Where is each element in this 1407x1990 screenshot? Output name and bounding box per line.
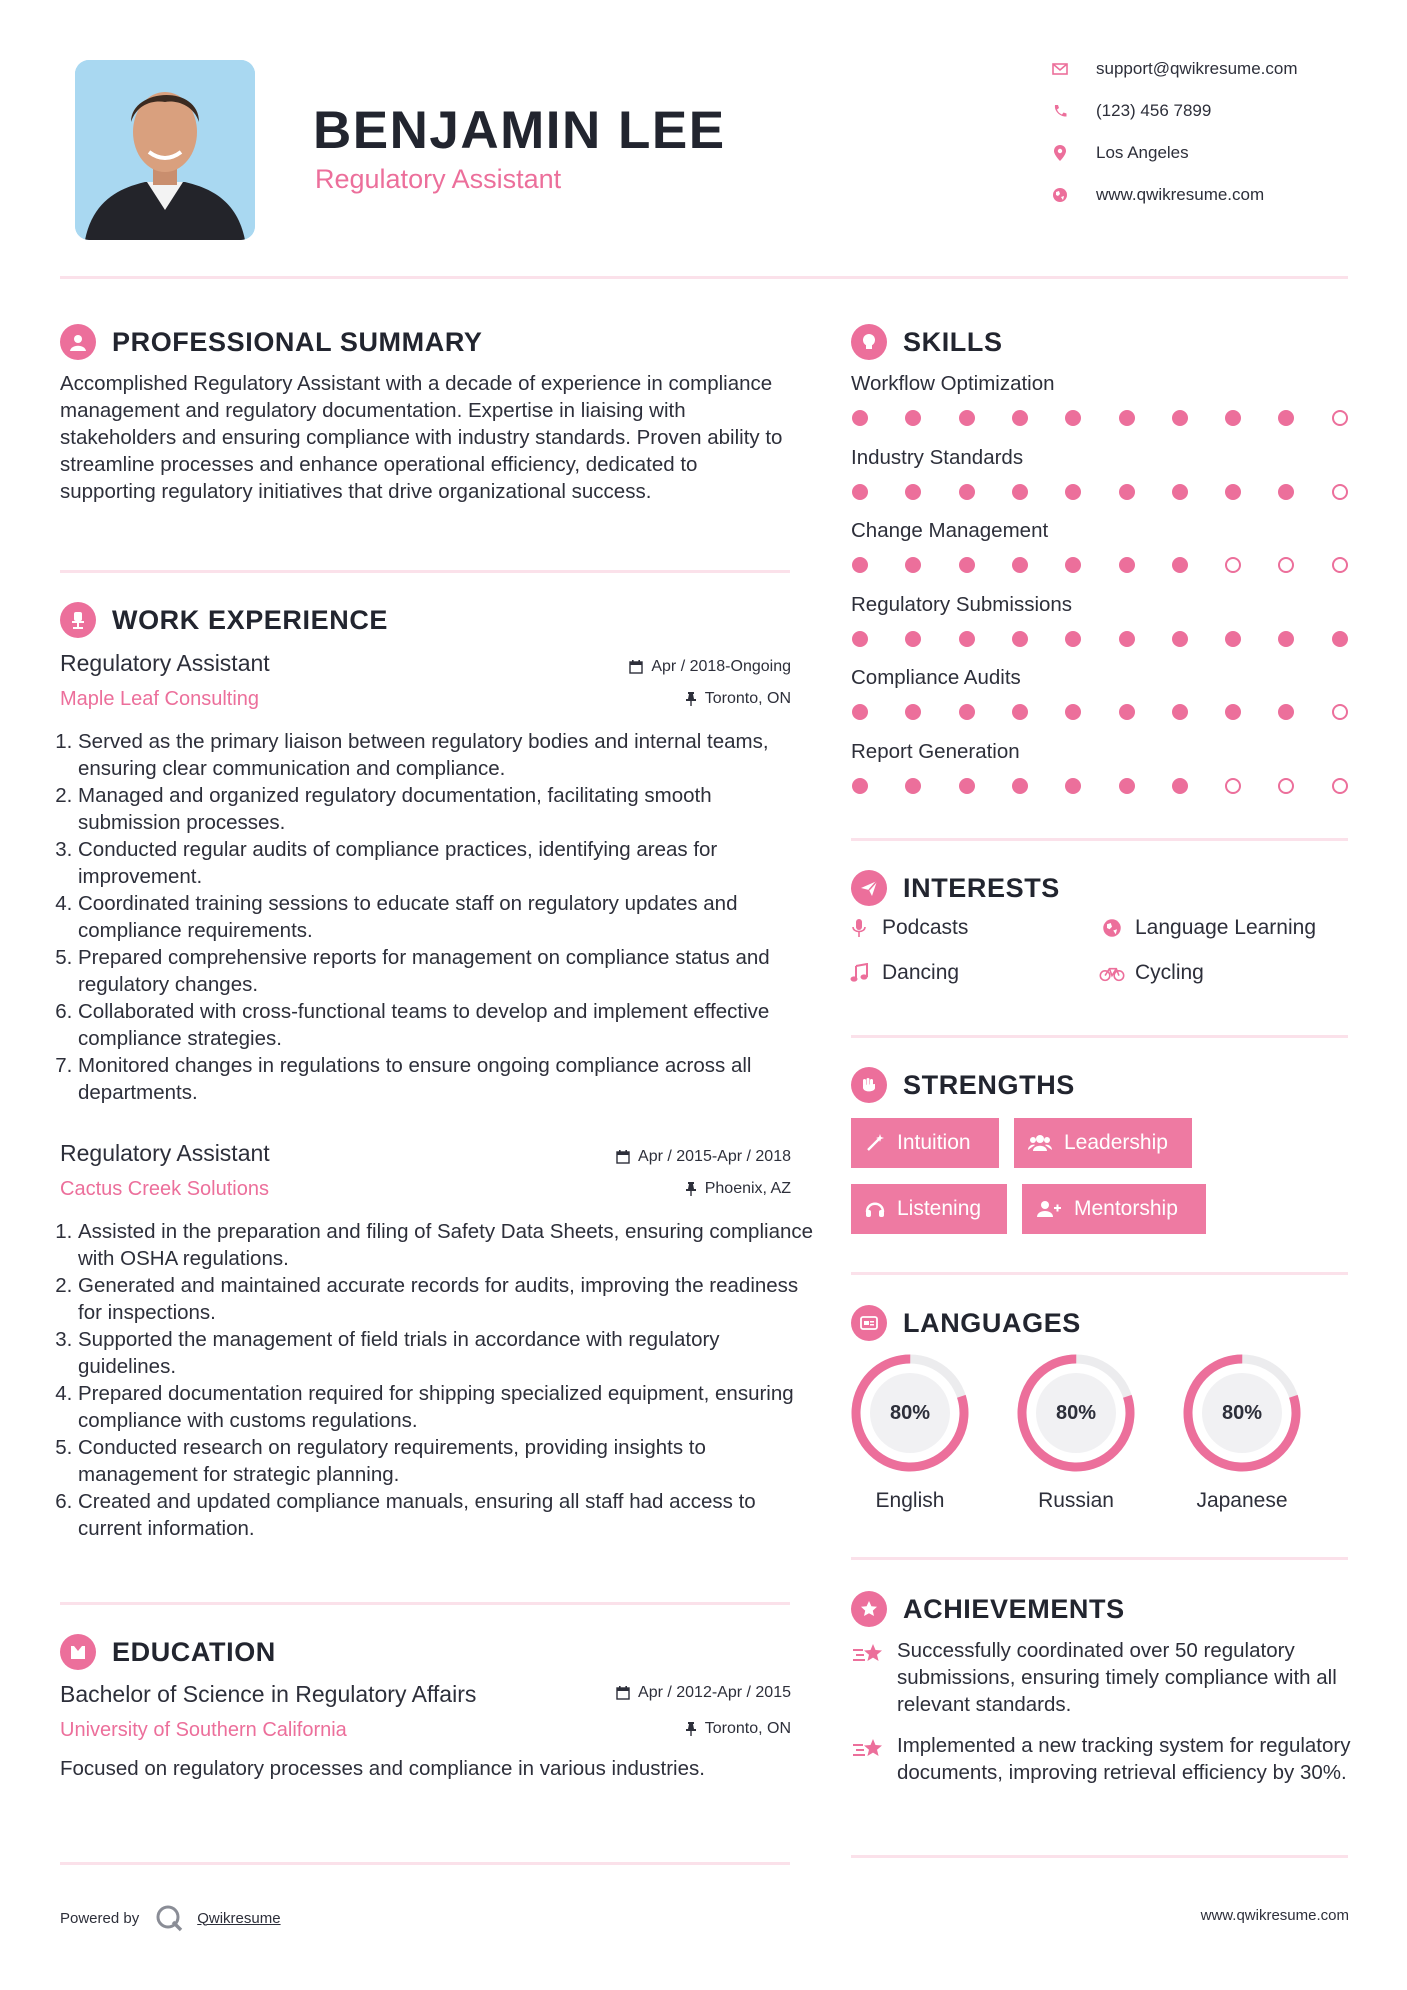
- skill-dot-filled: [1012, 778, 1028, 794]
- education-description: Focused on regulatory processes and compliance in various industries.: [60, 1757, 705, 1780]
- strength-label: Leadership: [1064, 1131, 1168, 1154]
- strengths-divider: [851, 1272, 1348, 1275]
- skill-dot-empty: [1332, 484, 1348, 500]
- skill-dot-filled: [1119, 631, 1135, 647]
- interest-dancing: [846, 961, 959, 985]
- skill-dot-filled: [905, 704, 921, 720]
- job-2-dates-text: Apr / 2015-Apr / 2018: [638, 1148, 791, 1165]
- job-2-dates: [616, 1148, 791, 1166]
- strength-chip-leadership: [1014, 1118, 1192, 1168]
- interest-language-learning: [1099, 916, 1316, 940]
- pushpin-icon: [685, 1182, 697, 1196]
- skill-name: Regulatory Submissions: [851, 592, 1073, 616]
- interests-heading: [851, 870, 1060, 906]
- skill-dot-empty: [1225, 557, 1241, 573]
- contact-email[interactable]: [1050, 56, 1298, 82]
- language-percent: 80%: [889, 1401, 931, 1424]
- job-1-dates-text: Apr / 2018-Ongoing: [651, 658, 791, 675]
- education-location-text: Toronto, ON: [704, 1720, 791, 1737]
- music-note-icon: [846, 963, 872, 983]
- job-2-duty: 4. Prepared documentation required for shipping specialized equipment, ensuring compliance with customs regulations.: [78, 1380, 816, 1434]
- job-1-location: [685, 690, 791, 708]
- skill-dot-filled: [1225, 484, 1241, 500]
- job-1-duty: 1. Served as the primary liaison between regulatory bodies and internal teams, ensuring clear communication and compliance.: [78, 728, 816, 782]
- shooting-star-icon: [851, 1732, 887, 1786]
- education-title: EDUCATION: [112, 1636, 276, 1667]
- skill-dot-filled: [1065, 704, 1081, 720]
- skill-dot-empty: [1332, 557, 1348, 573]
- job-1-duties: [60, 728, 816, 1106]
- candidate-name: BENJAMIN LEE: [313, 101, 726, 160]
- experience-divider: [60, 1602, 790, 1605]
- skill-dot-filled: [1119, 484, 1135, 500]
- skill-dot-filled: [1119, 410, 1135, 426]
- globe-icon: [1050, 187, 1070, 203]
- summary-text: Accomplished Regulatory Assistant with a decade of experience in compliance management and regulatory documentation. Expertise in liaising with stakeholders and ensuring compliance with industry standards. Proven ability to streamline processes and enhance operational efficiency, dedicated to supporting regulatory initiatives that drive organizational success.: [60, 372, 783, 503]
- interest-label: Dancing: [882, 961, 960, 984]
- language-name: Japanese: [1196, 1489, 1288, 1512]
- skill-name: Workflow Optimization: [851, 372, 1055, 395]
- interests-divider: [851, 1035, 1348, 1038]
- skill-dot-filled: [1225, 631, 1241, 647]
- education-dates: [616, 1684, 791, 1702]
- skill-dot-filled: [905, 410, 921, 426]
- language-ring: [848, 1351, 972, 1475]
- strength-chip-listening: [851, 1184, 1007, 1234]
- calendar-icon: [616, 1686, 630, 1700]
- job-2-duty: 6. Created and updated compliance manuals, ensuring all staff had access to current information.: [78, 1488, 816, 1542]
- skill-dot-filled: [852, 778, 868, 794]
- skill-dot-filled: [1278, 484, 1294, 500]
- language-percent: 80%: [1055, 1401, 1097, 1424]
- skill-dot-filled: [905, 557, 921, 573]
- skill-dot-filled: [959, 704, 975, 720]
- bicycle-icon: [1099, 963, 1125, 983]
- magic-wand-icon: [865, 1133, 885, 1153]
- strength-chip-mentorship: [1022, 1184, 1206, 1234]
- skill-dot-filled: [852, 410, 868, 426]
- location-pin-icon: [1050, 145, 1070, 161]
- interests-title: INTERESTS: [903, 872, 1060, 903]
- skills-heading: [851, 324, 1003, 360]
- achievements-heading: [851, 1591, 1125, 1627]
- id-card-icon: [851, 1305, 887, 1341]
- skill-dot-filled: [1225, 410, 1241, 426]
- skill-dot-empty: [1278, 778, 1294, 794]
- profile-photo: [75, 60, 255, 240]
- job-2-company: Cactus Creek Solutions: [60, 1178, 269, 1200]
- experience-title: WORK EXPERIENCE: [112, 604, 389, 635]
- skill-dot-filled: [1119, 557, 1135, 573]
- qwikresume-link[interactable]: Qwikresume: [197, 1909, 281, 1927]
- skill-dot-filled: [1012, 704, 1028, 720]
- skill-name: Report Generation: [851, 739, 1020, 763]
- job-1-title: Regulatory Assistant: [60, 650, 270, 676]
- degree-name: Bachelor of Science in Regulatory Affairs: [60, 1681, 477, 1707]
- job-2-location-text: Phoenix, AZ: [704, 1180, 791, 1197]
- skill-dot-filled: [1065, 410, 1081, 426]
- job-2-duty: 1. Assisted in the preparation and filing of Safety Data Sheets, ensuring compliance with OSHA regulations.: [78, 1218, 816, 1272]
- experience-heading: [60, 602, 388, 638]
- language-name: English: [875, 1489, 945, 1512]
- achievement-item: [851, 1732, 1351, 1786]
- skill-dot-empty: [1332, 410, 1348, 426]
- skill-dot-empty: [1278, 557, 1294, 573]
- language-name: Russian: [1038, 1489, 1114, 1512]
- strength-label: Intuition: [897, 1131, 971, 1154]
- job-1-duty: 3. Conducted regular audits of compliance practices, identifying areas for improvement.: [78, 836, 816, 890]
- globe-icon: [1099, 918, 1125, 938]
- headphones-icon: [865, 1199, 885, 1219]
- contact-phone-text: (123) 456 7899: [1096, 101, 1212, 120]
- skill-dot-filled: [905, 778, 921, 794]
- skill-dot-empty: [1332, 704, 1348, 720]
- skill-dot-filled: [1172, 484, 1188, 500]
- skill-dot-filled: [1012, 484, 1028, 500]
- skill-dot-filled: [852, 704, 868, 720]
- job-1-duty: 6. Collaborated with cross-functional teams to develop and implement effective compliance strategies.: [78, 998, 816, 1052]
- skill-dot-filled: [959, 778, 975, 794]
- skill-dot-empty: [1225, 778, 1241, 794]
- microphone-icon: [846, 918, 872, 938]
- job-1-duty: 2. Managed and organized regulatory documentation, facilitating smooth submission processes.: [78, 782, 816, 836]
- star-badge-icon: [851, 1591, 887, 1627]
- skill-name: Change Management: [851, 519, 1049, 542]
- skill-dot-filled: [1278, 410, 1294, 426]
- phone-icon: [1050, 104, 1070, 118]
- pushpin-icon: [685, 1722, 697, 1736]
- skill-dot-filled: [1065, 778, 1081, 794]
- strength-label: Mentorship: [1074, 1197, 1178, 1220]
- skill-dot-filled: [1172, 704, 1188, 720]
- interest-label: Language Learning: [1135, 916, 1317, 939]
- skill-dot-filled: [1012, 557, 1028, 573]
- contact-website[interactable]: [1050, 182, 1264, 208]
- envelope-icon: [1050, 63, 1070, 75]
- languages-divider: [851, 1557, 1348, 1560]
- summary-divider: [60, 570, 790, 573]
- contact-website-text: www.qwikresume.com: [1096, 185, 1265, 204]
- lightbulb-icon: [851, 324, 887, 360]
- skill-dot-filled: [905, 484, 921, 500]
- skill-dot-filled: [1172, 631, 1188, 647]
- achievement-text: Implemented a new tracking system for regulatory documents, improving retrieval efficiency by 30%.: [897, 1734, 1351, 1784]
- contact-location-text: Los Angeles: [1096, 143, 1189, 162]
- language-ring: [1180, 1351, 1304, 1475]
- summary-title: PROFESSIONAL SUMMARY: [112, 326, 483, 357]
- strengths-heading: [851, 1067, 1075, 1103]
- qwikresume-logo-icon: [153, 1903, 185, 1933]
- achievement-text: Successfully coordinated over 50 regulatory submissions, ensuring timely compliance with all relevant standards.: [897, 1639, 1337, 1716]
- calendar-icon: [616, 1150, 630, 1164]
- skill-dot-filled: [1012, 410, 1028, 426]
- skill-dot-filled: [1065, 484, 1081, 500]
- skill-dot-filled: [852, 484, 868, 500]
- achievement-item: [851, 1637, 1351, 1718]
- skill-dot-filled: [959, 410, 975, 426]
- job-1-duty: 5. Prepared comprehensive reports for management on compliance status and regulatory changes.: [78, 944, 816, 998]
- job-1-company: Maple Leaf Consulting: [60, 688, 260, 710]
- interest-cycling: [1099, 961, 1204, 985]
- skill-dot-filled: [1225, 704, 1241, 720]
- skill-dot-filled: [959, 484, 975, 500]
- powered-by: [60, 1903, 281, 1933]
- shooting-star-icon: [851, 1637, 887, 1718]
- education-location: [685, 1720, 791, 1738]
- header-divider: [60, 276, 1348, 279]
- skill-dot-filled: [905, 631, 921, 647]
- languages-heading: [851, 1305, 1081, 1341]
- interest-label: Cycling: [1135, 961, 1204, 984]
- skill-dot-filled: [1278, 704, 1294, 720]
- pushpin-icon: [685, 692, 697, 706]
- education-heading: [60, 1634, 276, 1670]
- skill-name: Industry Standards: [851, 445, 1024, 469]
- skill-name: Compliance Audits: [851, 666, 1021, 689]
- achievements-divider: [851, 1855, 1348, 1858]
- skills-divider: [851, 838, 1348, 841]
- achievements-title: ACHIEVEMENTS: [903, 1593, 1125, 1624]
- job-1-duty: 4. Coordinated training sessions to educate staff on regulatory updates and compliance requirements.: [78, 890, 816, 944]
- language-ring: [1014, 1351, 1138, 1475]
- language-item: [1180, 1351, 1304, 1513]
- skill-dot-filled: [1278, 631, 1294, 647]
- skill-dot-filled: [1332, 631, 1348, 647]
- language-item: [1014, 1351, 1138, 1513]
- job-1-duty: 7. Monitored changes in regulations to ensure ongoing compliance across all departments.: [78, 1052, 816, 1106]
- strengths-title: STRENGTHS: [903, 1069, 1075, 1100]
- contact-email-text: support@qwikresume.com: [1096, 59, 1298, 78]
- powered-by-text: Powered by: [60, 1909, 140, 1927]
- skill-dot-filled: [1065, 631, 1081, 647]
- skill-dot-filled: [1119, 704, 1135, 720]
- paper-plane-icon: [851, 870, 887, 906]
- school-name: University of Southern California: [60, 1719, 347, 1741]
- footer-website[interactable]: www.qwikresume.com: [1200, 1907, 1349, 1924]
- skill-dot-filled: [1119, 778, 1135, 794]
- user-icon: [60, 324, 96, 360]
- education-dates-text: Apr / 2012-Apr / 2015: [638, 1684, 791, 1701]
- job-2-location: [685, 1180, 791, 1198]
- job-1-location-text: Toronto, ON: [704, 690, 791, 707]
- job-2-duties: [60, 1218, 816, 1542]
- skill-dot-filled: [1065, 557, 1081, 573]
- summary-heading: [60, 324, 483, 360]
- contact-location: [1050, 140, 1189, 166]
- fist-icon: [851, 1067, 887, 1103]
- job-2-duty: 2. Generated and maintained accurate records for audits, improving the readiness for inspections.: [78, 1272, 816, 1326]
- languages-title: LANGUAGES: [903, 1307, 1081, 1338]
- skill-dot-filled: [959, 631, 975, 647]
- skill-dot-filled: [1172, 557, 1188, 573]
- skill-dot-filled: [959, 557, 975, 573]
- group-icon: [1028, 1133, 1052, 1153]
- add-user-icon: [1036, 1199, 1062, 1219]
- skill-dot-filled: [852, 557, 868, 573]
- graduation-icon: [60, 1634, 96, 1670]
- skill-dot-filled: [1172, 410, 1188, 426]
- contact-phone[interactable]: [1050, 98, 1211, 124]
- education-divider: [60, 1862, 790, 1865]
- language-item: [848, 1351, 972, 1513]
- candidate-title: Regulatory Assistant: [315, 164, 562, 194]
- interest-podcasts: [846, 916, 968, 940]
- job-2-duty: 3. Supported the management of field trials in accordance with regulatory guidelines.: [78, 1326, 816, 1380]
- skills-title: SKILLS: [903, 326, 1003, 357]
- strength-label: Listening: [897, 1197, 982, 1220]
- job-1-dates: [629, 658, 791, 676]
- office-chair-icon: [60, 602, 96, 638]
- skill-dot-empty: [1332, 778, 1348, 794]
- calendar-icon: [629, 660, 643, 674]
- job-2-duty: 5. Conducted research on regulatory requirements, providing insights to management for strategic planning.: [78, 1434, 816, 1488]
- language-percent: 80%: [1221, 1401, 1263, 1424]
- job-2-title: Regulatory Assistant: [60, 1140, 270, 1166]
- skill-dot-filled: [1012, 631, 1028, 647]
- interest-label: Podcasts: [882, 916, 969, 939]
- skill-dot-filled: [852, 631, 868, 647]
- skill-dot-filled: [1172, 778, 1188, 794]
- strength-chip-intuition: [851, 1118, 999, 1168]
